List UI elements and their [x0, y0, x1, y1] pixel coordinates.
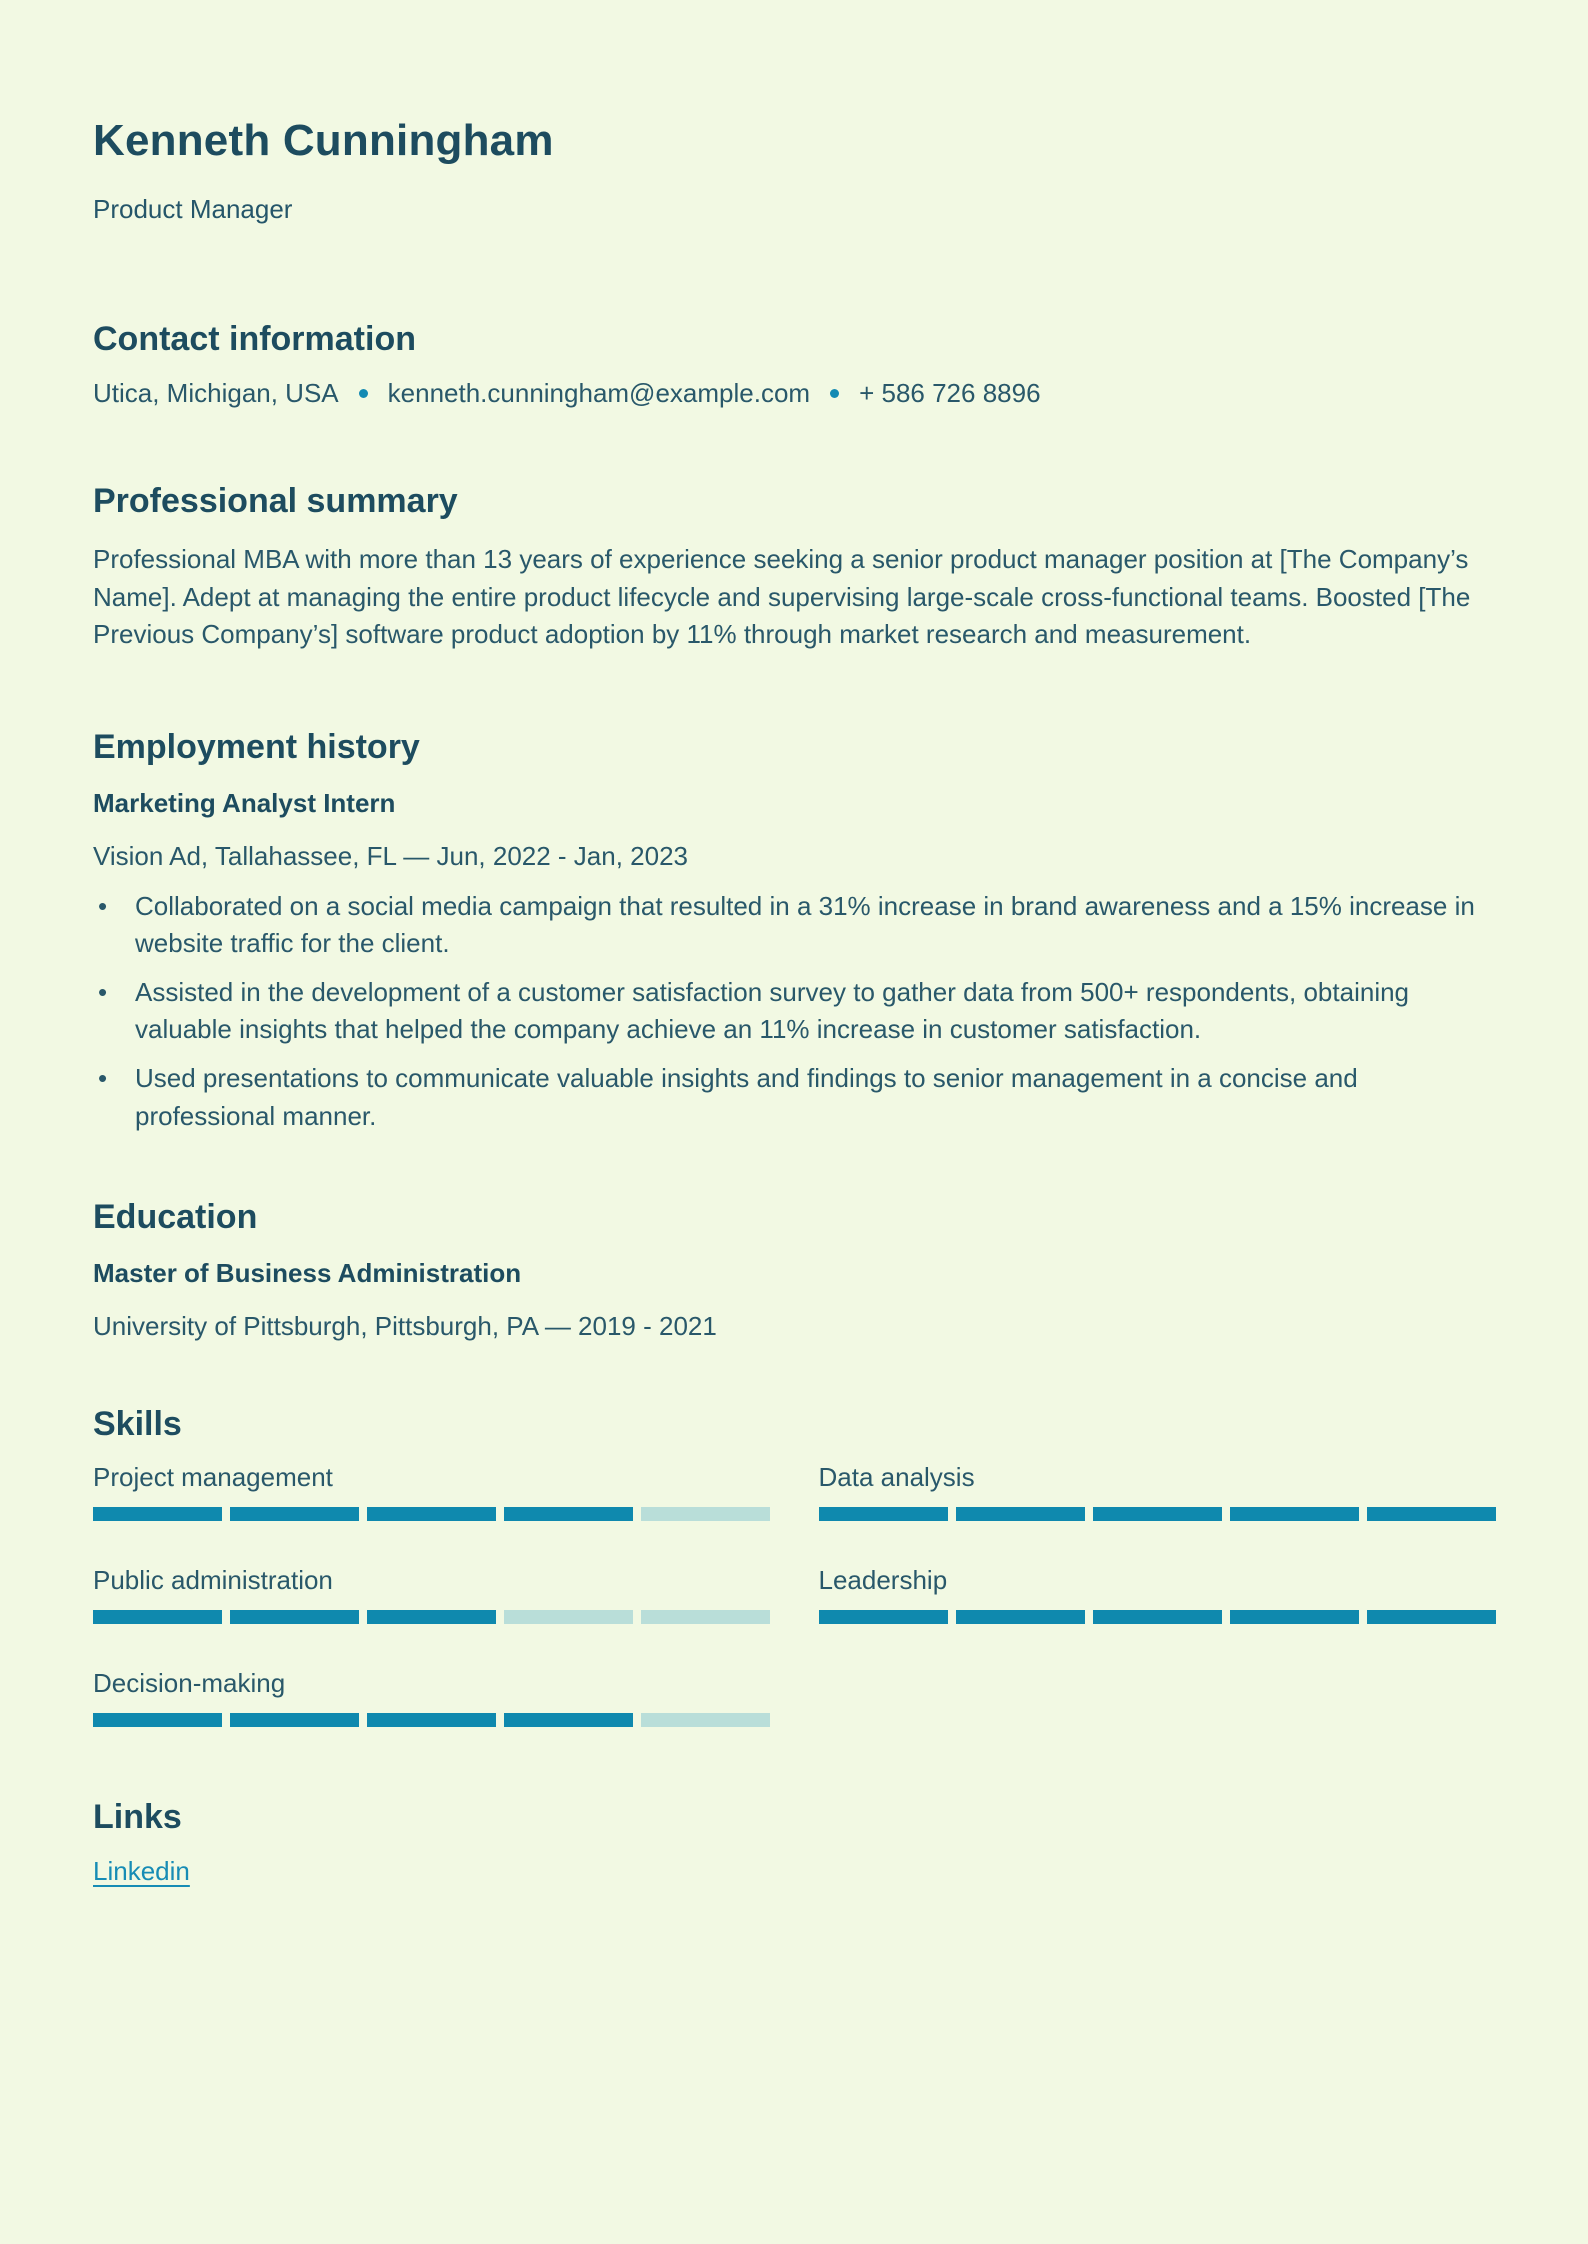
skill-level-bar [819, 1610, 1497, 1624]
degree-title: Master of Business Administration [93, 1257, 522, 1288]
education-heading: Education [93, 1197, 258, 1236]
skill-bar-segment [230, 1713, 359, 1727]
skill-bar-segment [956, 1610, 1085, 1624]
skill-bar-segment [1093, 1507, 1222, 1521]
job-meta: Vision Ad, Tallahassee, FL — Jun, 2022 - Jan, 2023 [93, 840, 689, 871]
skill-bar-segment [956, 1507, 1085, 1521]
section-contact-information [93, 319, 1496, 409]
skill-bar-segment [504, 1713, 633, 1727]
job-bullet: • Assisted in the development of a customer satisfaction survey to gather data from 500+ respondents, obtaining valuable insights that helped the company achieve an 11% increase in customer satisfaction. [93, 974, 1496, 1048]
separator-dot-icon [359, 389, 368, 398]
contact-item: kenneth.cunningham@example.com [387, 377, 811, 408]
job-list [93, 788, 1496, 1135]
skill-label: Leadership [818, 1565, 948, 1596]
candidate-job-title: Product Manager [93, 193, 293, 224]
links-list [93, 1838, 1496, 1887]
skill-bar-segment [93, 1713, 222, 1727]
skill-bar-segment [504, 1610, 633, 1624]
skill-level-bar [93, 1610, 771, 1624]
skill-bar-segment [1367, 1507, 1496, 1521]
skill-level-bar [819, 1507, 1497, 1521]
professional-summary-text: Professional MBA with more than 13 years of experience seeking a senior product manager position at [The Company’s Name]. Adept at managing the entire product lifecycle and supervising large-scale cross-functional teams. Boosted [The Previous Company’s] software product adoption by 11% through market research and measurement. [93, 544, 1471, 649]
skill-label: Data analysis [818, 1462, 975, 1493]
skill-bar-segment [641, 1713, 770, 1727]
skill-bar-segment [1230, 1610, 1359, 1624]
skill-label: Public administration [93, 1565, 333, 1596]
skill-bar-segment [819, 1610, 948, 1624]
skill-item [819, 1565, 1497, 1624]
skill-item [93, 1565, 771, 1624]
skill-bar-segment [641, 1610, 770, 1624]
skill-bar-segment [93, 1507, 222, 1521]
separator-dot-icon [830, 389, 839, 398]
skill-bar-segment [93, 1610, 222, 1624]
job-bullet-list [93, 888, 1496, 1135]
section-employment-history [93, 727, 1496, 1135]
contact-item: Utica, Michigan, USA [93, 377, 339, 408]
skill-bar-segment [367, 1713, 496, 1727]
skill-bar-segment [230, 1610, 359, 1624]
skill-bar-segment [1230, 1507, 1359, 1521]
professional-summary-heading: Professional summary [93, 481, 458, 520]
skill-item [819, 1462, 1497, 1521]
contact-item: + 586 726 8896 [859, 377, 1041, 408]
employment-history-heading: Employment history [93, 727, 420, 766]
skill-bar-segment [367, 1610, 496, 1624]
job-bullet: • Used presentations to communicate valuable insights and findings to senior management in a concise and professional manner. [93, 1060, 1496, 1134]
education-meta: University of Pittsburgh, Pittsburgh, PA — 2019 - 2021 [93, 1310, 717, 1341]
skill-label: Decision-making [93, 1668, 286, 1699]
section-education [93, 1197, 1496, 1342]
skill-bar-segment [641, 1507, 770, 1521]
header [93, 115, 1496, 225]
links-heading: Links [93, 1798, 182, 1837]
skill-level-bar [93, 1713, 771, 1727]
skill-bar-segment [1367, 1610, 1496, 1624]
candidate-name: Kenneth Cunningham [93, 116, 554, 165]
skill-bar-segment [1093, 1610, 1222, 1624]
skill-bar-segment [819, 1507, 948, 1521]
contact-row [93, 378, 1496, 409]
section-links [93, 1797, 1496, 1887]
skill-label: Project management [93, 1462, 333, 1493]
skill-bar-segment [230, 1507, 359, 1521]
section-skills [93, 1404, 1496, 1728]
skill-level-bar [93, 1507, 771, 1521]
linkedin-link[interactable]: Linkedin [93, 1856, 190, 1887]
skill-bar-segment [504, 1507, 633, 1521]
skill-bar-segment [367, 1507, 496, 1521]
job-entry [93, 788, 1496, 1135]
skills-grid [93, 1462, 1496, 1727]
section-professional-summary [93, 481, 1496, 653]
skill-item [93, 1462, 771, 1521]
job-title: Marketing Analyst Intern [93, 787, 396, 818]
job-bullet: • Collaborated on a social media campaign that resulted in a 31% increase in brand awareness and a 15% increase in website traffic for the client. [93, 888, 1496, 962]
skills-heading: Skills [93, 1404, 182, 1443]
skill-item [93, 1668, 771, 1727]
contact-information-heading: Contact information [93, 319, 416, 358]
